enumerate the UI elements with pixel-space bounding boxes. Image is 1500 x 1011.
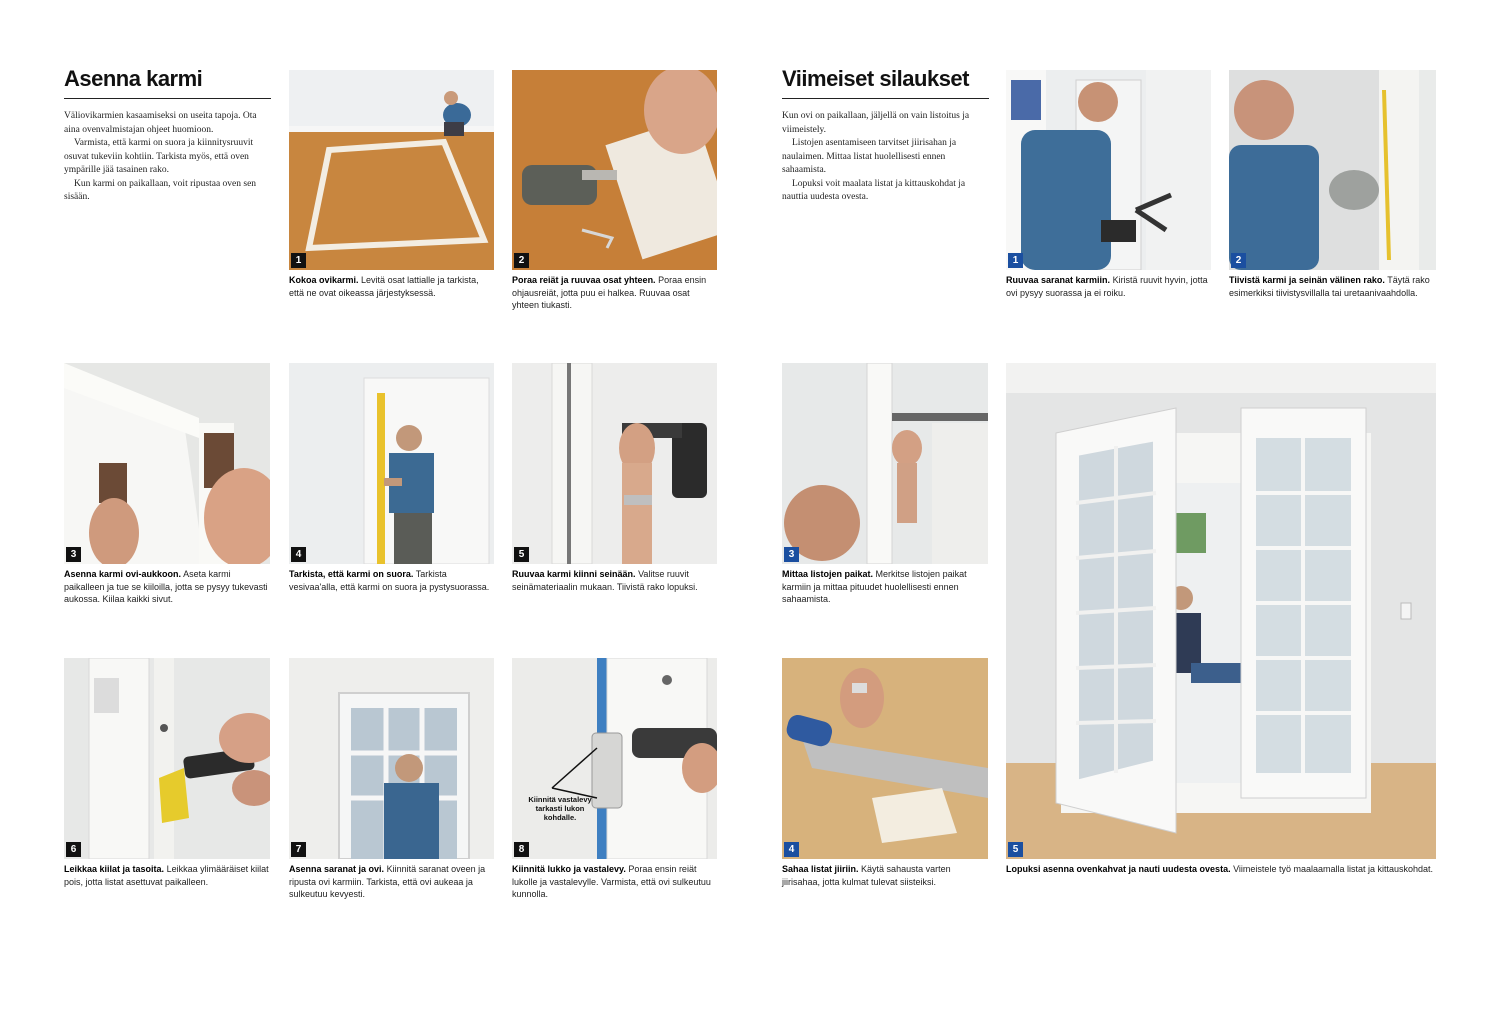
step-caption xyxy=(512,863,717,901)
step-caption-text: Poraa ensin ohjausreiät, jotta puu ei halkea. Ruuvaa osat yhteen tiukasti. xyxy=(512,275,707,310)
step-caption-text: Täytä rako esimerkiksi tiivistysvillalla tai uretaanivaahdolla. xyxy=(1229,275,1430,298)
step-caption-text: Merkitse listojen paikat karmiin ja mittaa pituudet huolellisesti ennen sahaamista. xyxy=(782,569,967,604)
step-caption xyxy=(289,863,494,901)
step-photo-screw-frame xyxy=(512,363,717,564)
step-caption-title: Asenna karmi ovi-aukkoon. xyxy=(64,569,182,579)
step-photo-seal-gap xyxy=(1229,70,1436,270)
right-intro-para: Lopuksi voit maalata listat ja kittauskohdat ja nauttia uudesta ovesta. xyxy=(782,178,966,202)
step-photo-fit-frame xyxy=(64,363,270,564)
step-caption-title: Lopuksi asenna ovenkahvat ja nauti uudesta ovesta. xyxy=(1006,864,1231,874)
step-photo-saw-trim xyxy=(782,658,988,859)
right-intro-para: Listojen asentamiseen tarvitset jiirisahan ja naulaimen. Mittaa listat huolellisesti ennen sahaamista. xyxy=(782,138,957,175)
left-intro-para: Väliovikarmien kasaamiseksi on useita tapoja. Ota aina ovenvalmistajan ohjeet huomioon. xyxy=(64,111,257,135)
step-caption-title: Mittaa listojen paikat. xyxy=(782,569,874,579)
step-caption-text: Leikkaa ylimääräiset kiilat pois, jotta listat asettuvat paikalleen. xyxy=(64,864,269,887)
step-number-badge: 1 xyxy=(1008,253,1023,268)
step-caption-title: Sahaa listat jiiriin. xyxy=(782,864,859,874)
step-number-badge: 5 xyxy=(514,547,529,562)
step-number-badge: 3 xyxy=(66,547,81,562)
step-caption xyxy=(64,863,270,888)
step-caption-text: Aseta karmi paikalleen ja tue se kiiloilla, jotta se pysyy tukevasti aukossa. Kiilaa kaikki sivut. xyxy=(64,569,268,604)
step-photo-cut-wedges xyxy=(64,658,270,859)
step-caption-title: Asenna saranat ja ovi. xyxy=(289,864,385,874)
step-caption xyxy=(512,274,717,312)
step-photo-level-check xyxy=(289,363,494,564)
step-caption-title: Leikkaa kiilat ja tasoita. xyxy=(64,864,165,874)
step-number-badge: 4 xyxy=(291,547,306,562)
step-number-badge: 7 xyxy=(291,842,306,857)
step-number-badge: 3 xyxy=(784,547,799,562)
left-intro xyxy=(64,110,269,205)
step-caption-text: Levitä osat lattialle ja tarkista, että ne ovat oikeassa järjestyksessä. xyxy=(289,275,479,298)
step-caption xyxy=(782,568,988,606)
left-intro-para: Varmista, että karmi on suora ja kiinnitysruuvit osuvat tukeviin kohtiin. Tarkista myös, että oven ympärille jää tasainen rako. xyxy=(64,138,254,175)
step-caption-title: Tarkista, että karmi on suora. xyxy=(289,569,414,579)
step-number-badge: 1 xyxy=(291,253,306,268)
step-caption-text: Kiinnitä saranat oveen ja ripusta ovi karmiin. Tarkista, että ovi aukeaa ja sulkeutuu kevyesti. xyxy=(289,864,486,899)
step-photo-measure-trim xyxy=(782,363,988,564)
step-caption xyxy=(1229,274,1436,299)
step-caption-text: Tarkista vesivaa'alla, että karmi on suora ja pystysuorassa. xyxy=(289,569,490,592)
step-photo-hang-door xyxy=(289,658,494,859)
step-caption-title: Ruuvaa saranat karmiin. xyxy=(1006,275,1111,285)
step-caption xyxy=(289,568,494,593)
step-caption-text: Käytä sahausta varten jiirisahaa, jotta kulmat tulevat siisteiksi. xyxy=(782,864,951,887)
step-caption-title: Tiivistä karmi ja seinän välinen rako. xyxy=(1229,275,1385,285)
step-caption-title: Ruuvaa karmi kiinni seinään. xyxy=(512,569,636,579)
step-caption-text: Kiristä ruuvit hyvin, jotta ovi pysyy suorassa ja ei roiku. xyxy=(1006,275,1208,298)
step-caption xyxy=(782,863,988,888)
step-caption-text: Valitse ruuvit seinämateriaalin mukaan. Tiivistä rako lopuksi. xyxy=(512,569,698,592)
step-caption xyxy=(1006,863,1436,876)
step-caption-title: Kiinnitä lukko ja vastalevy. xyxy=(512,864,626,874)
step-caption xyxy=(64,568,270,606)
step-caption xyxy=(512,568,717,593)
right-intro xyxy=(782,110,987,205)
step-number-badge: 2 xyxy=(1231,253,1246,268)
right-intro-para: Kun ovi on paikallaan, jäljellä on vain listoitus ja viimeistely. xyxy=(782,111,970,135)
left-section-title: Asenna karmi xyxy=(64,66,271,99)
step-caption-title: Kokoa ovikarmi. xyxy=(289,275,359,285)
step-photo-hinges xyxy=(1006,70,1211,270)
step-number-badge: 5 xyxy=(1008,842,1023,857)
step-photo-frame-on-floor xyxy=(289,70,494,270)
step-caption xyxy=(289,274,494,299)
step-caption-title: Poraa reiät ja ruuvaa osat yhteen. xyxy=(512,275,656,285)
photo-callout-label: Kiinnitä vastalevy tarkasti lukon kohdalle. xyxy=(528,795,592,822)
step-photo-lock-plate xyxy=(512,658,717,859)
step-number-badge: 4 xyxy=(784,842,799,857)
step-number-badge: 2 xyxy=(514,253,529,268)
step-photo-finished-doors xyxy=(1006,363,1436,859)
step-number-badge: 6 xyxy=(66,842,81,857)
right-section-title: Viimeiset silaukset xyxy=(782,66,989,99)
step-caption xyxy=(1006,274,1211,299)
step-number-badge: 8 xyxy=(514,842,529,857)
left-intro-para: Kun karmi on paikallaan, voit ripustaa oven sen sisään. xyxy=(64,178,257,202)
step-caption-text: Viimeistele työ maalaamalla listat ja kittauskohdat. xyxy=(1233,864,1434,874)
step-caption-text: Poraa ensin reiät lukolle ja vastalevylle. Varmista, että ovi sulkeutuu kunnolla. xyxy=(512,864,711,899)
step-photo-drilling-frame xyxy=(512,70,717,270)
